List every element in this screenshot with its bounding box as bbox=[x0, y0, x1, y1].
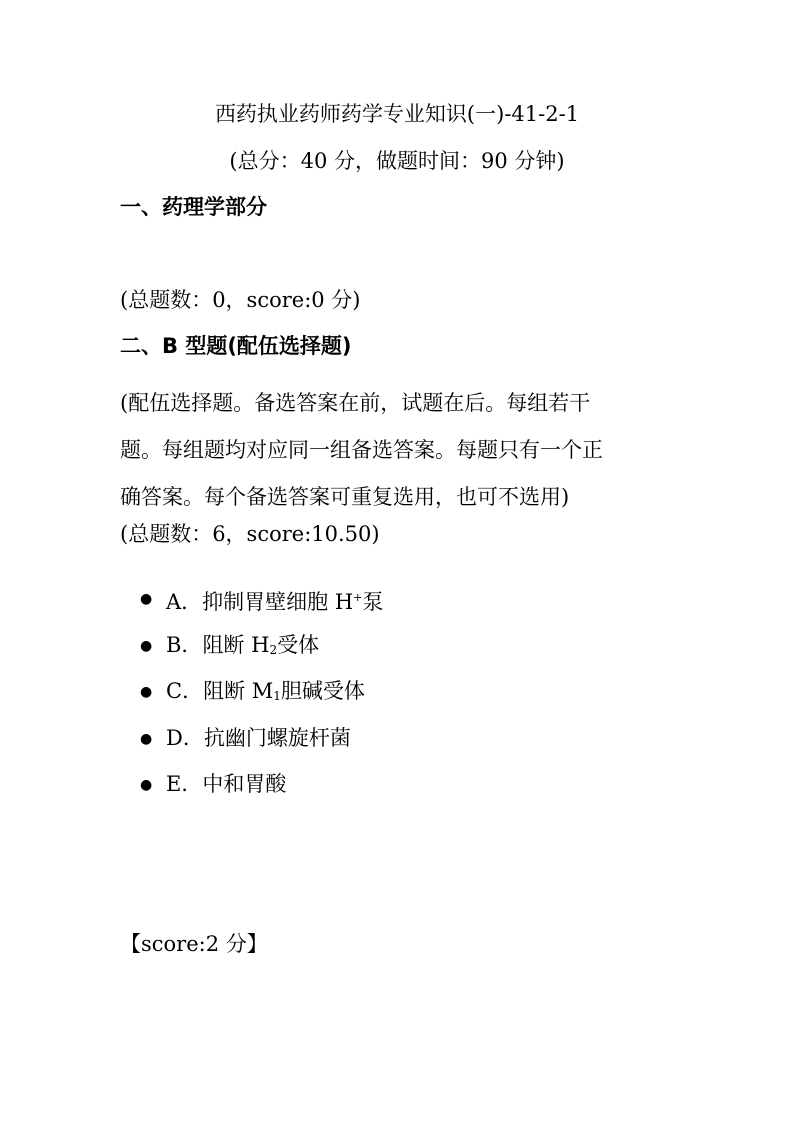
option-e bbox=[140, 770, 383, 817]
option-letter: A． bbox=[166, 590, 203, 614]
option-text: 抑制胃壁细胞 H bbox=[202, 590, 354, 614]
option-text: 阻断 H bbox=[202, 632, 270, 657]
description-line: 确答案。每个备选答案可重复选用，也可不选用) bbox=[120, 485, 570, 509]
option-letter: E． bbox=[166, 772, 203, 796]
bullet-icon: ● bbox=[140, 591, 153, 607]
option-letter: D． bbox=[166, 725, 204, 750]
bullet-icon: ● bbox=[140, 684, 153, 700]
question-score: 【score:2 分】 bbox=[120, 932, 268, 956]
option-a bbox=[140, 584, 383, 631]
bullet-icon: ● bbox=[140, 730, 153, 747]
document-subtitle: (总分：40 分，做题时间：90 分钟) bbox=[229, 149, 565, 173]
description-line: (配伍选择题。备选答案在前，试题在后。每组若干 bbox=[120, 391, 591, 415]
option-text: 抗幽门螺旋杆菌 bbox=[203, 725, 351, 750]
bullet-icon: ● bbox=[140, 777, 153, 793]
option-b bbox=[140, 631, 383, 678]
section-count-b-type: (总题数：6，score:10.50) bbox=[120, 522, 380, 546]
option-text: 中和胃酸 bbox=[202, 772, 287, 796]
option-text: 阻断 M bbox=[203, 679, 274, 703]
option-superscript: + bbox=[353, 591, 363, 604]
option-text-suffix: 胆碱受体 bbox=[280, 679, 365, 703]
answer-options-list bbox=[140, 584, 383, 817]
option-d bbox=[140, 724, 383, 771]
option-text-suffix: 受体 bbox=[277, 632, 320, 657]
option-subscript: 2 bbox=[269, 642, 278, 657]
document-title: 西药执业药师药学专业知识(一)-41-2-1 bbox=[214, 102, 580, 126]
description-line: 题。每组题均对应同一组备选答案。每题只有一个正 bbox=[120, 438, 603, 462]
option-letter: B． bbox=[166, 632, 203, 657]
option-c bbox=[140, 677, 383, 724]
option-letter: C． bbox=[166, 679, 204, 703]
option-subscript: 1 bbox=[273, 689, 281, 703]
section-heading-b-type: 二、B 型题(配伍选择题) bbox=[120, 334, 352, 358]
option-text-suffix: 泵 bbox=[362, 590, 384, 614]
section-description bbox=[120, 380, 680, 521]
section-heading-pharmacology: 一、药理学部分 bbox=[120, 195, 267, 219]
section-count-pharmacology: (总题数：0，score:0 分) bbox=[120, 288, 361, 312]
bullet-icon: ● bbox=[140, 637, 153, 654]
